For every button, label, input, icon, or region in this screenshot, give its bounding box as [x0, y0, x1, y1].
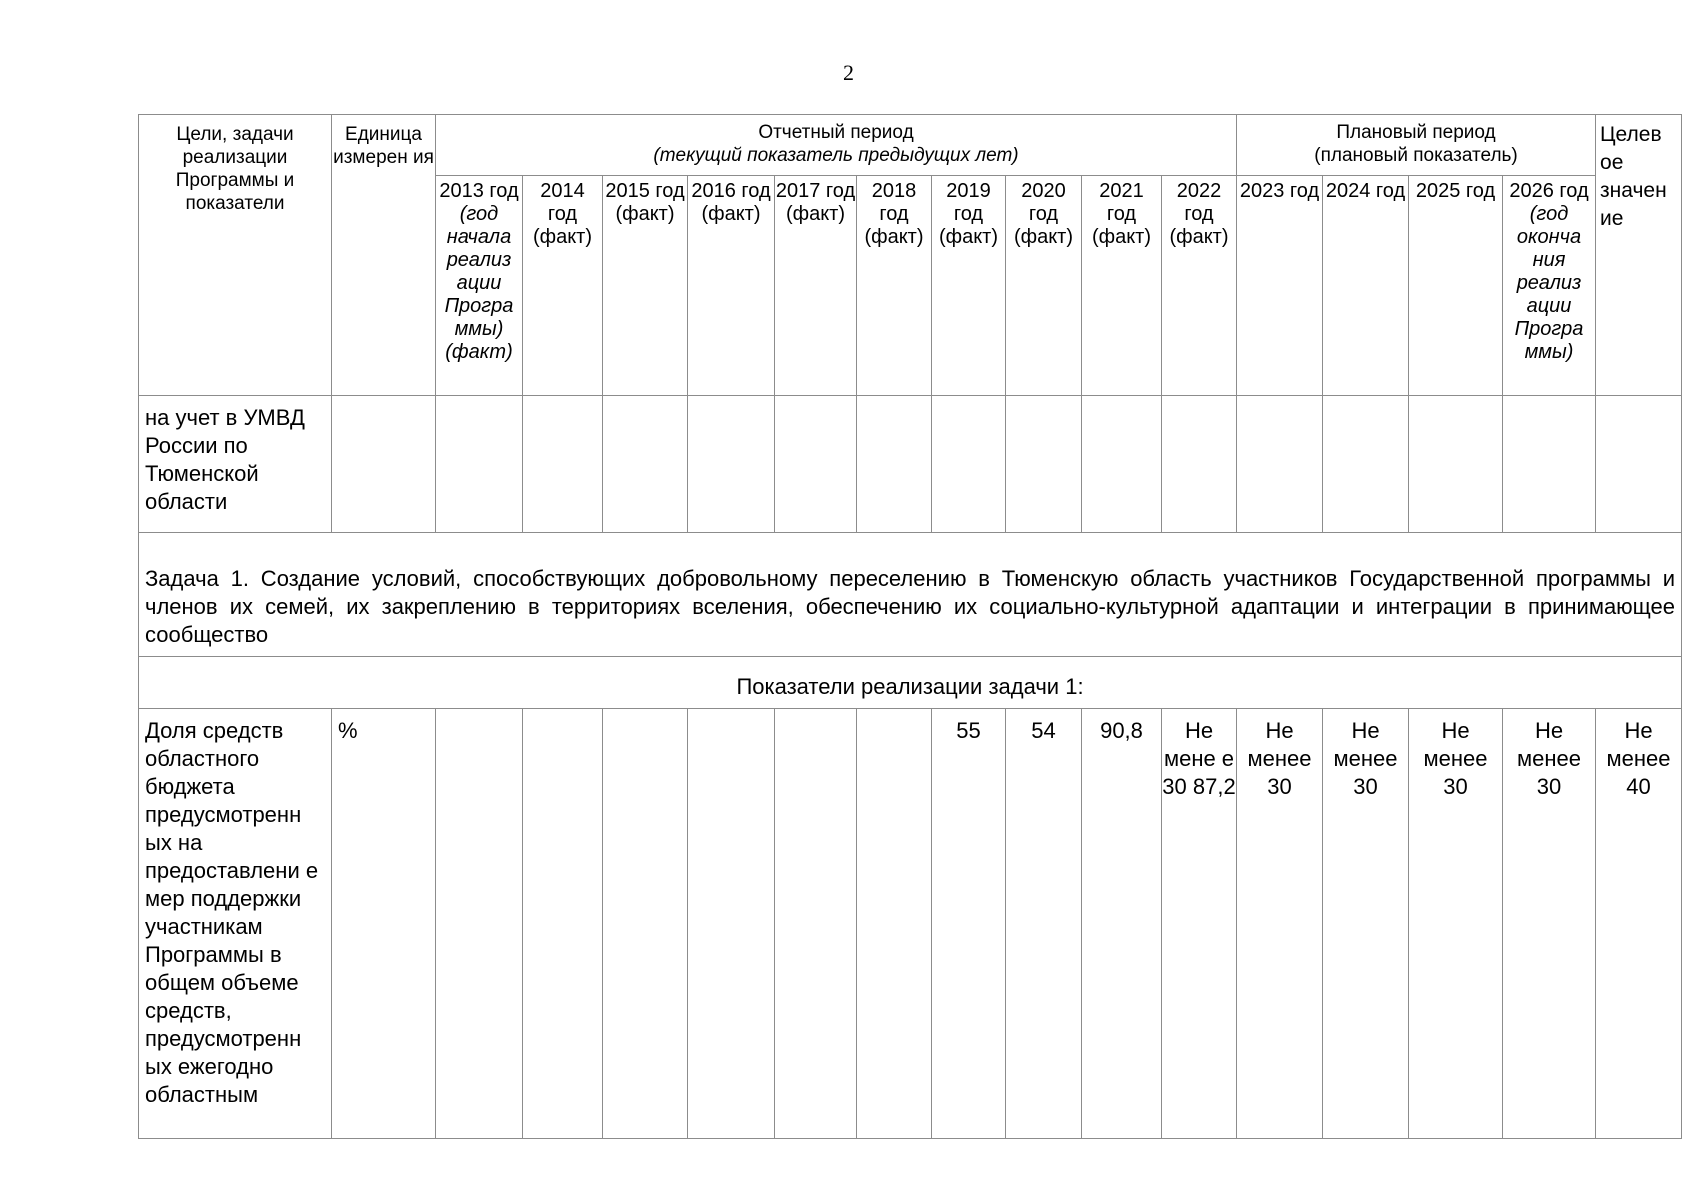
- table-cell: [1596, 396, 1682, 533]
- table-cell: [1237, 396, 1323, 533]
- value-2016: [688, 709, 775, 1139]
- indicator-unit: %: [332, 709, 436, 1139]
- value-2014: [523, 709, 603, 1139]
- value-2022: Не мене е 30 87,2: [1162, 709, 1237, 1139]
- planned-period-note: (плановый показатель): [1314, 145, 1518, 166]
- table-cell: [436, 396, 523, 533]
- indicators-table: [138, 114, 1682, 1139]
- page-number: 2: [843, 60, 854, 85]
- task-row: [139, 533, 1682, 657]
- reporting-period-note: (текущий показатель предыдущих лет): [653, 145, 1019, 166]
- indicator-label: Доля средств областного бюджета предусмотренн ых на предоставлени е мер поддержки участникам Программы в общем объеме средств, предусмотренн ых ежегодно областным: [139, 709, 332, 1139]
- table-cell: [1006, 396, 1082, 533]
- header-planned-period: [1237, 115, 1596, 176]
- value-2026: Не менее 30: [1503, 709, 1596, 1139]
- year-header-2019: 2019 год (факт): [932, 176, 1006, 396]
- year-header-2015: 2015 год (факт): [603, 176, 688, 396]
- year-header-2022: 2022 год (факт): [1162, 176, 1237, 396]
- value-2023: Не менее 30: [1237, 709, 1323, 1139]
- year-header-2016: 2016 год (факт): [688, 176, 775, 396]
- indicator-row: [139, 709, 1682, 1139]
- indicators-title-row: [139, 657, 1682, 709]
- task-1-text: Задача 1. Создание условий, способствующих добровольному переселению в Тюменскую область участников Государственной программы и членов их семей, их закреплению в территориях вселения, обеспечению их социально-культурной адаптации и интеграции в принимающее сообщество: [139, 533, 1682, 657]
- table-cell: [1409, 396, 1503, 533]
- table-cell: [1323, 396, 1409, 533]
- value-2024: Не менее 30: [1323, 709, 1409, 1139]
- value-2025: Не менее 30: [1409, 709, 1503, 1139]
- year-header-2017: 2017 год (факт): [775, 176, 857, 396]
- year-header-2024: 2024 год: [1323, 176, 1409, 396]
- year-header-2014: 2014 год (факт): [523, 176, 603, 396]
- header-target: Целев ое значен ие: [1596, 115, 1682, 396]
- header-unit: Единица измерен ия: [332, 115, 436, 396]
- continuation-label: на учет в УМВД России по Тюменской области: [139, 396, 332, 533]
- value-2018: [857, 709, 932, 1139]
- value-target: Не менее 40: [1596, 709, 1682, 1139]
- table-cell: [775, 396, 857, 533]
- table-cell: [523, 396, 603, 533]
- value-2020: 54: [1006, 709, 1082, 1139]
- year-header-2021: 2021 год (факт): [1082, 176, 1162, 396]
- table-cell: [932, 396, 1006, 533]
- planned-period-title: Плановый период: [1336, 122, 1496, 143]
- table-cell: [1162, 396, 1237, 533]
- reporting-period-title: Отчетный период: [758, 122, 914, 143]
- table-cell: [332, 396, 436, 533]
- task-1-indicators-title: Показатели реализации задачи 1:: [139, 657, 1682, 709]
- year-header-2013: 2013 год (год начала реализ ации Програ ммы) (факт): [436, 176, 523, 396]
- year-header-2020: 2020 год (факт): [1006, 176, 1082, 396]
- continuation-row: [139, 396, 1682, 533]
- year-header-2018: 2018 год (факт): [857, 176, 932, 396]
- table-cell: [603, 396, 688, 533]
- header-row-top: [139, 115, 1682, 176]
- value-2017: [775, 709, 857, 1139]
- value-2019: 55: [932, 709, 1006, 1139]
- value-2021: 90,8: [1082, 709, 1162, 1139]
- table-cell: [857, 396, 932, 533]
- year-header-2025: 2025 год: [1409, 176, 1503, 396]
- table-cell: [1082, 396, 1162, 533]
- value-2015: [603, 709, 688, 1139]
- header-goals: Цели, задачи реализации Программы и показатели: [139, 115, 332, 396]
- table-cell: [688, 396, 775, 533]
- table-cell: [1503, 396, 1596, 533]
- year-header-2026: 2026 год (год оконча ния реализ ации Програ ммы): [1503, 176, 1596, 396]
- year-header-2023: 2023 год: [1237, 176, 1323, 396]
- header-reporting-period: [436, 115, 1237, 176]
- value-2013: [436, 709, 523, 1139]
